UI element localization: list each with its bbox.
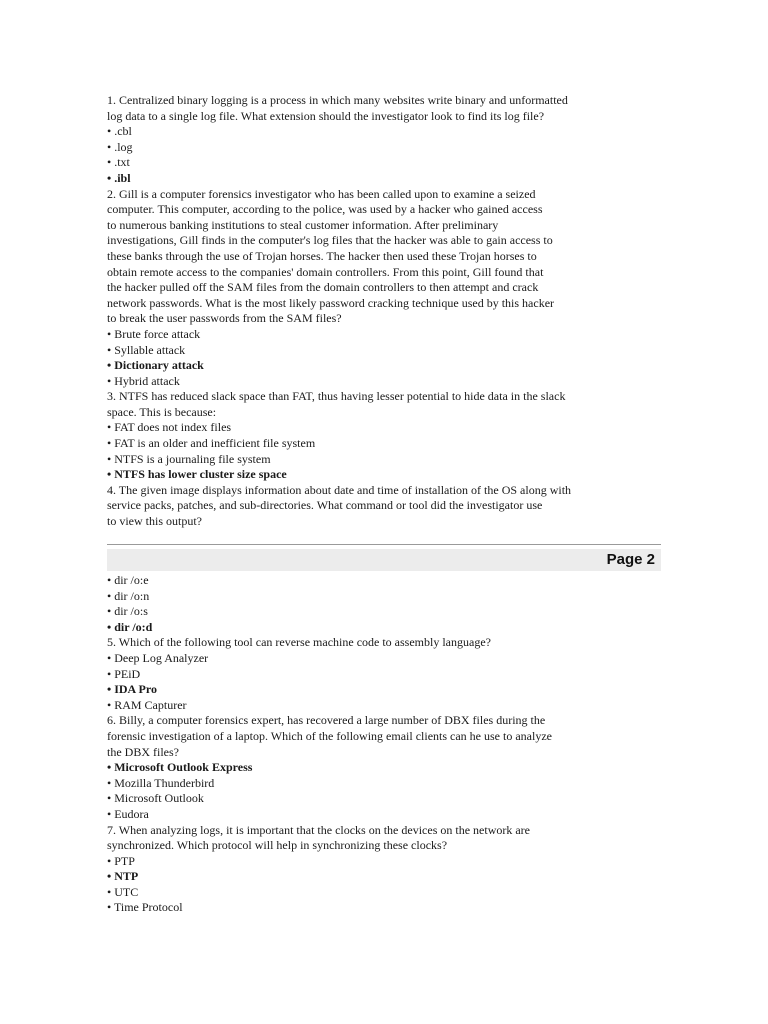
answer-option-correct: • Microsoft Outlook Express (107, 760, 253, 775)
question-text-line: 6. Billy, a computer forensics expert, has recovered a large number of DBX files during the (107, 713, 546, 728)
answer-option: • .log (107, 139, 133, 154)
question-text-line: obtain remote access to the companies' domain controllers. From this point, Gill found that (107, 264, 544, 279)
page-header-bar (107, 549, 661, 571)
question-text-line: 3. NTFS has reduced slack space than FAT, thus having lesser potential to hide data in the slack (107, 389, 566, 404)
answer-option: • NTFS is a journaling file system (107, 451, 271, 466)
answer-option: • dir /o:n (107, 588, 150, 603)
answer-option: • FAT does not index files (107, 420, 232, 435)
question-text-line: the DBX files? (107, 744, 179, 759)
answer-option: • Syllable attack (107, 342, 186, 357)
questions-section-1 (107, 93, 667, 530)
answer-option: • dir /o:e (107, 573, 149, 587)
answer-option-correct: • .ibl (107, 170, 131, 185)
question-text-line: 2. Gill is a computer forensics investigator who has been called upon to examine a seized (107, 186, 536, 201)
question-text-line: forensic investigation of a laptop. Which of the following email clients can he use to analyze (107, 728, 552, 743)
answer-option: • UTC (107, 884, 139, 899)
question-text-line: 1. Centralized binary logging is a process in which many websites write binary and unformatted (107, 93, 568, 107)
question-text-line: 4. The given image displays information about date and time of installation of the OS along with (107, 482, 572, 497)
answer-option: • RAM Capturer (107, 697, 187, 712)
question-text-line: 7. When analyzing logs, it is important that the clocks on the devices on the network are (107, 822, 530, 837)
answer-option-correct: • dir /o:d (107, 619, 153, 634)
question-text-line: to numerous banking institutions to steal customer information. After preliminary (107, 217, 499, 232)
question-text-line: computer. This computer, according to the police, was used by a hacker who gained access (107, 202, 543, 217)
answer-option-correct: • NTFS has lower cluster size space (107, 467, 287, 482)
answer-option-correct: • NTP (107, 869, 139, 884)
question-text-line: investigations, Gill finds in the computer's log files that the hacker was able to gain access to (107, 233, 553, 248)
answer-option: • Mozilla Thunderbird (107, 775, 215, 790)
answer-option: • Deep Log Analyzer (107, 650, 209, 665)
answer-option: • .cbl (107, 124, 132, 139)
page-divider (107, 544, 661, 545)
question-text-line: space. This is because: (107, 404, 217, 419)
answer-option: • .txt (107, 155, 130, 170)
question-text-line: service packs, patches, and sub-directories. What command or tool did the investigator use (107, 498, 543, 513)
answer-option: • FAT is an older and inefficient file system (107, 436, 316, 451)
answer-option: • Time Protocol (107, 900, 183, 915)
question-text-line: network passwords. What is the most likely password cracking technique used by this hacker (107, 295, 555, 310)
page-number-label: Page 2 (606, 551, 655, 568)
question-text-line: synchronized. Which protocol will help in synchronizing these clocks? (107, 838, 448, 853)
answer-option: • Hybrid attack (107, 373, 180, 388)
question-text-line: to break the user passwords from the SAM files? (107, 311, 342, 326)
answer-option-correct: • IDA Pro (107, 682, 157, 697)
answer-option: • Microsoft Outlook (107, 791, 204, 806)
question-text-line: these banks through the use of Trojan horses. The hacker then used these Trojan horses to (107, 248, 537, 263)
answer-option: • PEiD (107, 666, 141, 681)
answer-option: • PTP (107, 853, 135, 868)
answer-option: • dir /o:s (107, 604, 148, 619)
answer-option: • Brute force attack (107, 326, 201, 341)
question-text-line: to view this output? (107, 514, 202, 529)
question-text-line: log data to a single log file. What extension should the investigator look to find its log file? (107, 108, 545, 123)
questions-section-2 (107, 573, 667, 916)
question-text-line: the hacker pulled off the SAM files from the domain controllers to then attempt and crack (107, 280, 539, 295)
answer-option-correct: • Dictionary attack (107, 358, 204, 373)
answer-option: • Eudora (107, 806, 149, 821)
question-text-line: 5. Which of the following tool can reverse machine code to assembly language? (107, 635, 491, 650)
